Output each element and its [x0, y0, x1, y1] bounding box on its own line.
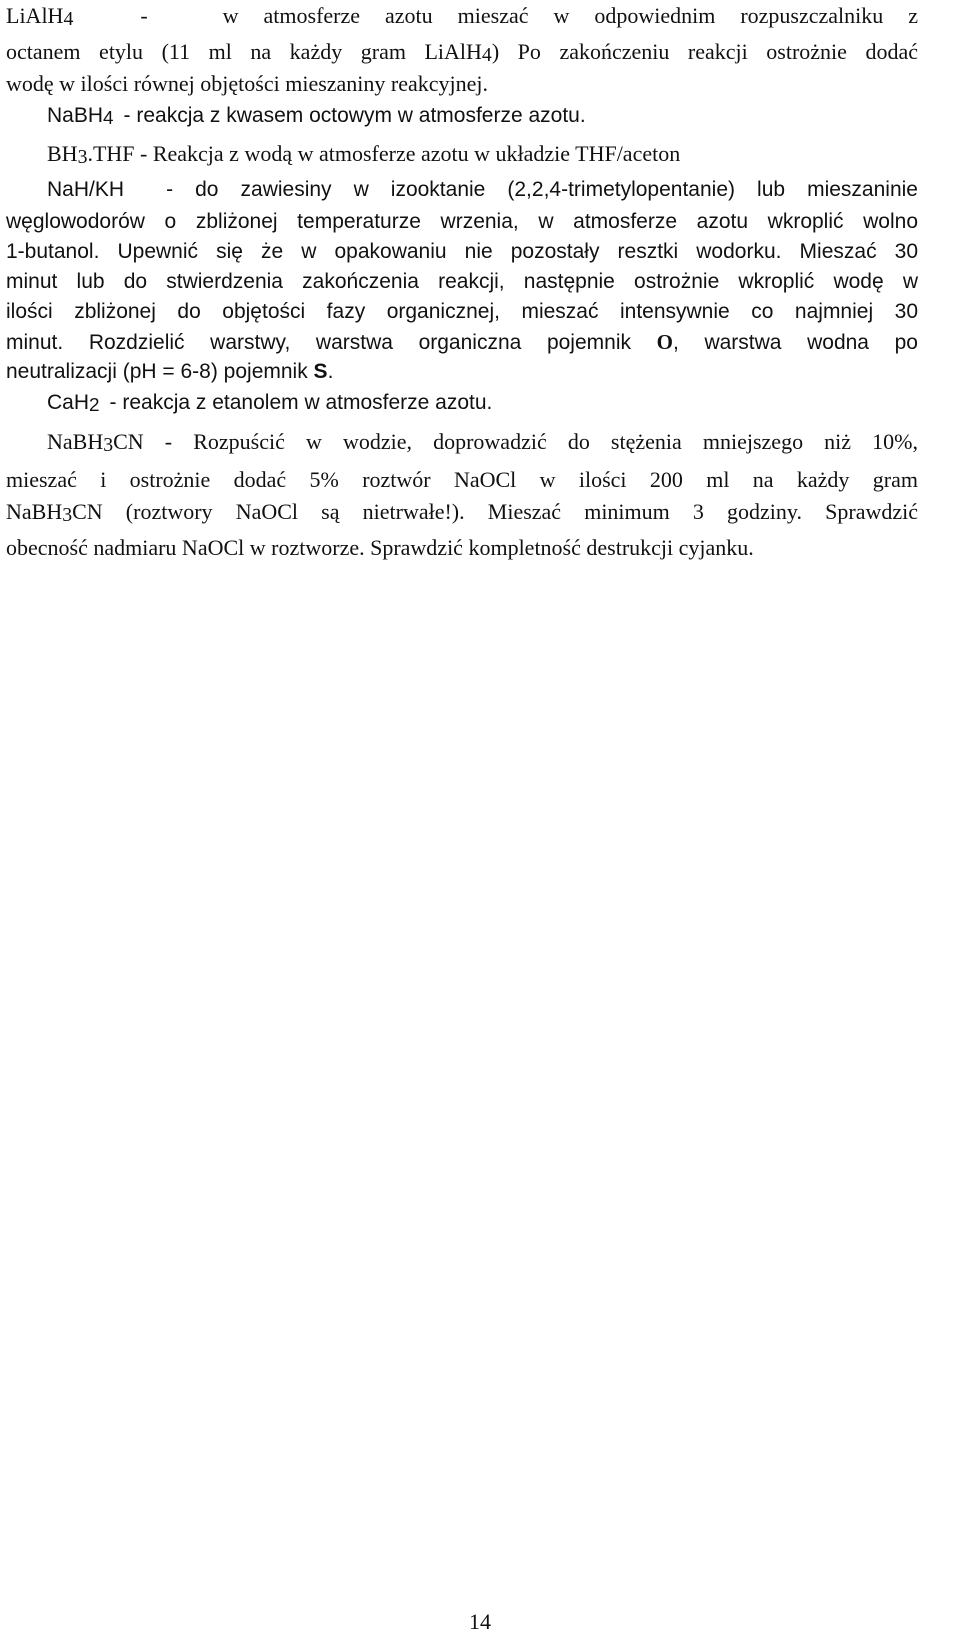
dash: -: [140, 3, 148, 28]
nah-kh-line-4: minut lub do stwierdzenia zakończenia reakcji, następnie ostrożnie wkroplić wodę w: [6, 270, 918, 293]
lialh4-line-3: wodę w ilości równej objętości mieszaniny reakcyjnej.: [6, 71, 489, 96]
nabh3cn-line-2: mieszać i ostrożnie dodać 5% roztwór NaOCl w ilości 200 ml na każdy gram: [6, 467, 918, 492]
nabh3cn-line-1: NaBH3CN - Rozpuścić w wodzie, doprowadzić do stężenia mniejszego niż 10%,: [47, 429, 918, 457]
nah-kh-line-3: 1-butanol. Upewnić się że w opakowaniu nie pozostały resztki wodorku. Mieszać 30: [6, 240, 918, 263]
page-number: 14: [469, 1609, 491, 1634]
lialh4-line-1: [6, 2, 918, 31]
lialh4-formula: LiAlH4: [6, 3, 74, 31]
text: w atmosferze azotu mieszać w odpowiednim rozpuszczalniku z: [222, 3, 919, 28]
cah2-line: CaH2 - reakcja z etanolem w atmosferze azotu.: [47, 391, 493, 417]
nah-kh-line-2: węglowodorów o zbliżonej temperaturze wrzenia, w atmosferze azotu wkroplić wolno: [6, 210, 918, 233]
nah-kh-line-1: NaH/KH - do zawiesiny w izooktanie (2,2,4-trimetylopentanie) lub mieszaninie: [47, 178, 918, 201]
nabh3cn-line-3: NaBH3CN (roztwory NaOCl są nietrwałe!). Mieszać minimum 3 godziny. Sprawdzić: [6, 499, 918, 527]
nabh4-line: NaBH4 - reakcja z kwasem octowym w atmosferze azotu.: [47, 104, 586, 130]
container-s: S: [313, 360, 328, 383]
nah-kh-line-6: minut. Rozdzielić warstwy, warstwa organiczna pojemnik O, warstwa wodna po: [6, 330, 918, 354]
container-o: O: [656, 330, 673, 354]
lialh4-line-2: octanem etylu (11 ml na każdy gram LiAlH4) Po zakończeniu reakcji ostrożnie dodać: [6, 39, 918, 67]
bh3-thf-line: BH3.THF - Reakcja z wodą w atmosferze azotu w układzie THF/aceton: [47, 141, 681, 169]
nah-kh-line-7: neutralizacji (pH = 6-8) pojemnik S.: [6, 360, 334, 383]
nah-kh-line-5: ilości zbliżonej do objętości fazy organicznej, mieszać intensywnie co najmniej 30: [6, 300, 918, 323]
nabh3cn-line-4: obecność nadmiaru NaOCl w roztworze. Sprawdzić kompletność destrukcji cyjanku.: [6, 535, 754, 560]
